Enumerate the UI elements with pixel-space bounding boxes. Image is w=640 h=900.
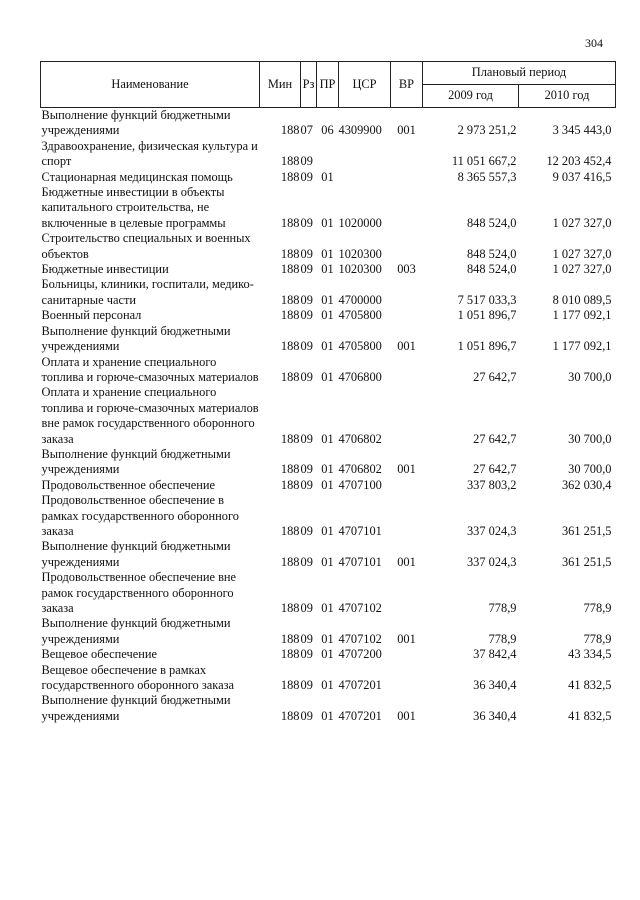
row-value-2009: 7 517 033,3 — [457, 292, 517, 307]
row-csr: 4706802 — [338, 462, 382, 477]
row-rz: 09 — [300, 601, 313, 615]
row-value-2010: 30 700,0 — [568, 462, 612, 477]
row-pr: 06 — [321, 123, 334, 138]
row-value-2009: 848 524,0 — [466, 215, 517, 230]
row-rz: 09 — [300, 308, 313, 323]
row-value-2009: 1 051 896,7 — [457, 308, 517, 323]
table-row — [41, 108, 616, 139]
row-min: 188 — [280, 262, 300, 277]
row-name: Продовольственное обеспечение в рамках государственного оборонного заказа — [41, 493, 239, 538]
row-value-2009: 1 051 896,7 — [457, 339, 517, 354]
header-name: Наименование — [41, 62, 260, 108]
row-min: 188 — [280, 708, 300, 723]
row-value-2010: 3 345 443,0 — [552, 123, 612, 138]
row-rz: 09 — [300, 462, 313, 477]
row-name: Бюджетные инвестиции в объекты капитального строительства, не включенные в целевые программы — [41, 185, 226, 230]
budget-table — [40, 61, 616, 724]
row-vr — [391, 308, 423, 323]
row-name: Больницы, клиники, госпитали, медико-санитарные части — [41, 277, 254, 307]
row-name: Оплата и хранение специального топлива и горюче-смазочных материалов — [41, 354, 259, 384]
row-pr: 01 — [321, 647, 334, 662]
row-name: Стационарная медицинская помощь — [41, 169, 233, 184]
row-value-2009: 8 365 557,3 — [457, 169, 517, 184]
table-body — [41, 108, 616, 725]
row-value-2010: 362 030,4 — [561, 477, 612, 492]
table-row — [41, 308, 616, 323]
row-value-2009: 337 803,2 — [466, 477, 517, 492]
row-value-2010: 1 177 092,1 — [552, 308, 612, 323]
row-pr: 01 — [321, 554, 334, 569]
row-value-2009: 27 642,7 — [473, 369, 517, 384]
row-vr: 001 — [397, 631, 416, 646]
row-name: Оплата и хранение специального топлива и горюче-смазочных материалов вне рамок государственного оборонного заказа — [41, 385, 259, 446]
row-csr: 1020300 — [338, 246, 382, 261]
row-min: 188 — [280, 477, 300, 492]
row-pr: 01 — [321, 631, 334, 646]
table-row — [41, 478, 616, 493]
row-name: Выполнение функций бюджетными учреждениями — [41, 539, 231, 569]
row-value-2009: 778,9 — [488, 631, 517, 646]
table-row — [41, 616, 616, 647]
row-value-2010: 1 027 327,0 — [552, 262, 612, 277]
row-value-2009: 337 024,3 — [466, 554, 517, 569]
table-row — [41, 324, 616, 355]
row-vr — [391, 277, 423, 308]
row-rz: 09 — [300, 154, 313, 169]
row-vr: 001 — [397, 462, 416, 477]
row-pr: 01 — [321, 431, 334, 446]
row-vr: 001 — [397, 554, 416, 569]
row-rz: 09 — [300, 431, 313, 446]
row-csr — [339, 170, 391, 185]
row-rz: 09 — [300, 647, 313, 662]
row-rz: 09 — [300, 262, 313, 277]
row-min: 188 — [280, 169, 300, 184]
row-rz: 09 — [300, 339, 313, 354]
row-min: 188 — [280, 678, 300, 693]
table-row — [41, 447, 616, 478]
row-value-2010: 41 832,5 — [568, 678, 612, 693]
row-min: 188 — [280, 462, 300, 477]
row-csr: 4706802 — [338, 431, 382, 446]
table-row — [41, 170, 616, 185]
row-rz: 09 — [300, 215, 313, 230]
header-pr: ПР — [317, 62, 339, 108]
table-row — [41, 355, 616, 386]
row-rz: 09 — [300, 678, 313, 693]
row-csr: 1020000 — [338, 215, 382, 230]
row-name: Выполнение функций бюджетными учреждениями — [41, 693, 231, 723]
row-value-2009: 36 340,4 — [473, 678, 517, 693]
page-number: 304 — [585, 36, 603, 50]
table-row — [41, 647, 616, 662]
row-value-2010: 1 177 092,1 — [552, 339, 612, 354]
row-vr: 003 — [397, 262, 416, 277]
row-csr: 4706800 — [338, 369, 382, 384]
row-value-2010: 778,9 — [583, 601, 612, 615]
table-row — [41, 539, 616, 570]
table-row — [41, 663, 616, 694]
row-rz: 09 — [300, 246, 313, 261]
row-pr: 01 — [321, 678, 334, 693]
row-name: Продовольственное обеспечение вне рамок государственного оборонного заказа — [41, 570, 237, 615]
row-csr: 4707100 — [338, 477, 382, 492]
row-csr: 4700000 — [338, 292, 382, 307]
row-pr: 01 — [321, 369, 334, 384]
header-csr: ЦСР — [339, 62, 391, 108]
row-vr — [391, 493, 423, 539]
table-row — [41, 185, 616, 231]
row-pr: 01 — [321, 339, 334, 354]
row-name: Военный персонал — [41, 308, 142, 323]
row-value-2009: 2 973 251,2 — [457, 123, 517, 138]
row-vr: 001 — [397, 123, 416, 138]
row-min: 188 — [280, 631, 300, 646]
row-rz: 09 — [300, 631, 313, 646]
header-rz: Рз — [301, 62, 317, 108]
row-rz: 09 — [300, 292, 313, 307]
row-vr — [391, 663, 423, 694]
row-pr: 01 — [321, 477, 334, 492]
table-row — [41, 493, 616, 539]
row-value-2009: 778,9 — [488, 601, 517, 615]
row-vr — [391, 185, 423, 231]
row-value-2010: 1 027 327,0 — [552, 215, 612, 230]
row-value-2009: 37 842,4 — [473, 647, 517, 662]
row-pr: 01 — [321, 246, 334, 261]
row-value-2010: 778,9 — [583, 631, 612, 646]
table-row — [41, 570, 616, 616]
row-value-2009: 27 642,7 — [473, 431, 517, 446]
row-min: 188 — [280, 246, 300, 261]
header-year-2010: 2010 год — [519, 85, 616, 108]
row-csr: 4707102 — [338, 601, 382, 615]
row-pr: 01 — [321, 523, 334, 538]
row-rz: 09 — [300, 477, 313, 492]
row-vr: 001 — [397, 339, 416, 354]
row-name: Выполнение функций бюджетными учреждениями — [41, 323, 231, 354]
header-year-2009: 2009 год — [423, 85, 519, 108]
row-name: Бюджетные инвестиции — [41, 262, 169, 277]
row-pr: 01 — [321, 308, 334, 323]
table-row — [41, 277, 616, 308]
row-min: 188 — [280, 308, 300, 323]
row-name: Выполнение функций бюджетными учреждениями — [41, 616, 231, 646]
row-name: Здравоохранение, физическая культура и спорт — [41, 138, 258, 169]
row-vr — [391, 570, 423, 616]
row-min: 188 — [280, 215, 300, 230]
row-vr — [391, 647, 423, 662]
row-value-2010: 8 010 089,5 — [552, 292, 612, 307]
row-vr — [391, 478, 423, 493]
table-row — [41, 693, 616, 724]
row-csr: 4309900 — [338, 123, 382, 138]
row-vr — [391, 355, 423, 386]
row-vr — [391, 170, 423, 185]
row-name: Вещевое обеспечение в рамках государственного оборонного заказа — [41, 662, 234, 693]
row-value-2010: 41 832,5 — [568, 708, 612, 723]
row-min: 188 — [280, 123, 300, 138]
header-vr: ВР — [391, 62, 423, 108]
row-rz: 09 — [300, 708, 313, 723]
row-min: 188 — [280, 647, 300, 662]
row-csr: 4707101 — [338, 523, 382, 538]
row-rz: 09 — [300, 554, 313, 569]
row-rz: 09 — [300, 169, 313, 184]
row-pr — [317, 139, 339, 170]
row-csr: 4707201 — [338, 678, 382, 693]
row-csr: 4707200 — [338, 647, 382, 662]
header-min: Мин — [260, 62, 301, 108]
row-min: 188 — [280, 369, 300, 384]
row-value-2009: 848 524,0 — [466, 262, 517, 277]
row-value-2010: 43 334,5 — [568, 647, 612, 662]
row-pr: 01 — [321, 262, 334, 277]
row-name: Строительство специальных и военных объектов — [41, 231, 251, 261]
table-row — [41, 231, 616, 262]
row-rz: 09 — [300, 523, 313, 538]
row-rz: 09 — [300, 369, 313, 384]
table-row — [41, 385, 616, 447]
row-value-2010: 9 037 416,5 — [552, 169, 612, 184]
row-value-2009: 36 340,4 — [473, 708, 517, 723]
row-rz: 07 — [300, 123, 313, 138]
table-header — [41, 62, 616, 108]
row-min: 188 — [280, 601, 300, 615]
row-min: 188 — [280, 154, 300, 169]
row-min: 188 — [280, 292, 300, 307]
row-min: 188 — [280, 431, 300, 446]
row-value-2009: 337 024,3 — [466, 523, 517, 538]
row-csr: 4707101 — [338, 554, 382, 569]
row-pr: 01 — [321, 215, 334, 230]
row-pr: 01 — [321, 169, 334, 184]
row-vr — [391, 139, 423, 170]
row-value-2010: 30 700,0 — [568, 369, 612, 384]
row-pr: 01 — [321, 708, 334, 723]
row-vr — [391, 385, 423, 447]
row-pr: 01 — [321, 292, 334, 307]
row-csr: 4707201 — [338, 708, 382, 723]
row-value-2009: 848 524,0 — [466, 246, 517, 261]
row-csr: 4707102 — [338, 631, 382, 646]
row-csr: 4705800 — [338, 339, 382, 354]
row-name: Выполнение функций бюджетными учреждениями — [41, 108, 231, 138]
row-vr: 001 — [397, 708, 416, 723]
row-csr: 1020300 — [338, 262, 382, 277]
row-name: Продовольственное обеспечение — [41, 477, 215, 492]
row-pr: 01 — [321, 462, 334, 477]
row-value-2010: 30 700,0 — [568, 431, 612, 446]
row-name: Вещевое обеспечение — [41, 647, 157, 662]
row-value-2009: 27 642,7 — [473, 462, 517, 477]
row-name: Выполнение функций бюджетными учреждениями — [41, 446, 231, 477]
row-csr — [339, 139, 391, 170]
row-value-2009: 11 051 667,2 — [451, 154, 517, 169]
table-row — [41, 139, 616, 170]
row-csr: 4705800 — [338, 308, 382, 323]
row-value-2010: 12 203 452,4 — [546, 154, 612, 169]
header-planned-period: Плановый период — [423, 62, 616, 85]
row-value-2010: 1 027 327,0 — [552, 246, 612, 261]
row-min: 188 — [280, 554, 300, 569]
row-value-2010: 361 251,5 — [561, 554, 612, 569]
row-min: 188 — [280, 523, 300, 538]
row-min: 188 — [280, 339, 300, 354]
row-vr — [391, 231, 423, 262]
row-value-2010: 361 251,5 — [561, 523, 612, 538]
table-row — [41, 262, 616, 277]
row-pr: 01 — [321, 601, 334, 615]
